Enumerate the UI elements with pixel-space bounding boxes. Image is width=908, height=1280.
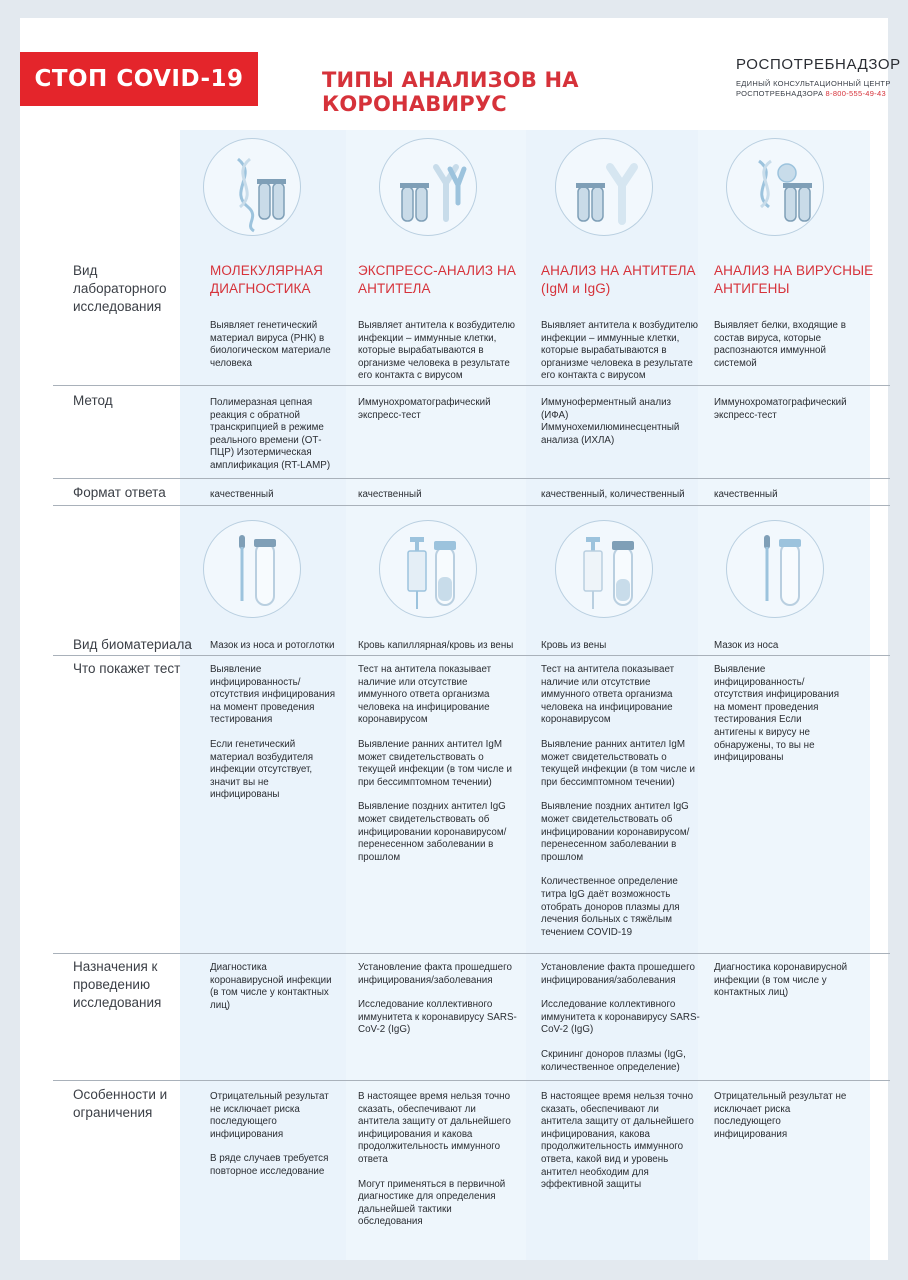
format-2: качественный xyxy=(358,489,422,500)
stop-covid-badge xyxy=(20,52,258,106)
shows-1-p2: Если генетический материал возбудителя инфекции отсутствует, значит вы не инфицированы xyxy=(210,738,314,801)
shows-3-p2: Выявление ранних антител IgM может свидетельствовать о текущей инфекции (в том числе и при бессимптомном течении) xyxy=(541,738,695,788)
row-label-material: Вид биоматериала xyxy=(73,637,192,652)
row-label-method: Метод xyxy=(73,393,113,408)
limits-1 xyxy=(210,1091,342,1179)
desc-2: Выявляет антитела к возбудителю инфекции – иммунные клетки, которые вырабатываются в организме человека в результате его контакта с вирусом xyxy=(358,320,515,382)
purpose-4-p1: Диагностика коронавирусной инфекции (в том числе у контактных лиц) xyxy=(714,962,848,999)
limits-3 xyxy=(541,1091,695,1192)
shows-2 xyxy=(358,664,518,864)
limits-2-p2: Могут применяться в первичной диагностике для определения дальнейшей тактики обследования xyxy=(358,1178,506,1228)
desc-4: Выявляет белки, входящие в состав вируса, которые распознаются иммунной системой xyxy=(714,320,846,369)
shows-2-p3: Выявление поздних антител IgG может свидетельствовать об инфицировании коронавирусом/перенесенном заболевании в прошлом xyxy=(358,801,507,863)
purpose-2-p1: Установление факта прошедшего инфицирования/заболевания xyxy=(358,962,512,986)
org-phone: 8-800-555-49-43 xyxy=(825,89,886,98)
dna-test-tubes-icon xyxy=(203,138,301,236)
format-3: качественный, количественный xyxy=(541,489,685,500)
desc-3: Выявляет антитела к возбудителю инфекции – иммунные клетки, которые вырабатываются в организме человека в результате его контакта с вирусом xyxy=(541,320,698,382)
org-subtitle xyxy=(736,79,906,99)
divider xyxy=(53,655,890,656)
method-1: Полимеразная цепная реакция с обратной транскрипцией в режиме реального времени (ОТ-ПЦР) Изотермическая амплификация (RT-LAMP) xyxy=(210,397,331,471)
row-label-purpose: Назначения к проведению исследования xyxy=(73,959,162,1010)
syringe-tube-icon xyxy=(379,520,477,618)
row-label-format: Формат ответа xyxy=(73,485,166,500)
swab-tube-icon xyxy=(203,520,301,618)
org-sub-line1: ЕДИНЫЙ КОНСУЛЬТАЦИОННЫЙ ЦЕНТР xyxy=(736,79,891,88)
purpose-1 xyxy=(210,962,338,1012)
col-title-1: МОЛЕКУЛЯРНАЯ ДИАГНОСТИКА xyxy=(210,263,323,296)
material-3: Кровь из вены xyxy=(541,640,607,651)
limits-1-p1: Отрицательный результат не исключает риска последующего инфицирования xyxy=(210,1091,329,1140)
antibody-test-tubes-icon xyxy=(379,138,477,236)
method-2: Иммунохроматографический экспресс-тест xyxy=(358,397,491,421)
shows-3-p4: Количественное определение титра IgG даёт возможность отобрать доноров плазмы для лечения больных с тяжёлым течением COVID-19 xyxy=(541,876,680,938)
col-title-4: АНАЛИЗ НА ВИРУСНЫЕ АНТИГЕНЫ xyxy=(714,263,874,296)
material-2: Кровь капиллярная/кровь из вены xyxy=(358,640,514,651)
purpose-3 xyxy=(541,962,701,1074)
limits-3-p1: В настоящее время нельзя точно сказать, обеспечивают ли антитела защиту от дальнейшего инфицирования, какова продолжительность иммунного ответа, какой вид и уровень антител необходим для эффективной защиты xyxy=(541,1091,694,1191)
row-label-type: Вид лабораторного исследования xyxy=(73,263,167,314)
org-sub-line2: РОСПОТРЕБНАДЗОРА xyxy=(736,89,824,98)
page-title: ТИПЫ АНАЛИЗОВ НА КОРОНАВИРУС xyxy=(322,68,579,116)
shows-1-p1: Выявление инфицированность/отсутствия инфицирования на момент проведения тестирования xyxy=(210,664,336,726)
material-4: Мазок из носа xyxy=(714,640,779,651)
org-name: РОСПОТРЕБНАДЗОР xyxy=(736,56,901,73)
divider xyxy=(53,385,890,386)
purpose-4 xyxy=(714,962,854,1000)
purpose-1-p1: Диагностика коронавирусной инфекции (в том числе у контактных лиц) xyxy=(210,962,332,1011)
virus-dna-tubes-icon xyxy=(726,138,824,236)
shows-4 xyxy=(714,664,846,765)
row-label-limits: Особенности и ограничения xyxy=(73,1087,168,1120)
divider xyxy=(53,505,890,506)
desc-1: Выявляет генетический материал вируса (РНК) в биологическом материале человека xyxy=(210,320,331,369)
limits-1-p2: В ряде случаев требуется повторное исследование xyxy=(210,1153,329,1177)
shows-2-p1: Тест на антитела показывает наличие или отсутствие иммунного ответа организма человека на инфицирование коронавирусом xyxy=(358,664,492,726)
purpose-3-p2: Исследование коллективного иммунитета к коронавирусу SARS-CoV-2 (IgG) xyxy=(541,999,700,1036)
material-1: Мазок из носа и ротоглотки xyxy=(210,640,335,651)
method-4: Иммунохроматографический экспресс-тест xyxy=(714,397,847,421)
limits-4 xyxy=(714,1091,848,1141)
shows-4-p1: Выявление инфицированность/отсутствия инфицирования на момент проведения тестирования Если антигены к вирусу не обнаружены, то вы не инфицированы xyxy=(714,664,840,764)
shows-1 xyxy=(210,664,338,802)
poster-sheet xyxy=(20,18,901,1260)
swab-tube-icon xyxy=(726,520,824,618)
method-3: Иммуноферментный анализ (ИФА) Иммунохемилюминесцентный анализа (ИХЛА) xyxy=(541,397,680,446)
shows-3 xyxy=(541,664,697,939)
purpose-3-p1: Установление факта прошедшего инфицирования/заболевания xyxy=(541,962,695,986)
col-title-2: ЭКСПРЕСС-АНАЛИЗ НА АНТИТЕЛА xyxy=(358,263,516,296)
limits-2-p1: В настоящее время нельзя точно сказать, обеспечивают ли антитела защиту от дальнейшего инфицирования и какова продолжительность иммунного ответа xyxy=(358,1091,511,1165)
divider xyxy=(53,1080,890,1081)
shows-3-p1: Тест на антитела показывает наличие или отсутствие иммунного ответа организма человека на инфицирование коронавирусом xyxy=(541,664,675,726)
limits-2 xyxy=(358,1091,518,1229)
limits-4-p1: Отрицательный результат не исключает риска последующего инфицирования xyxy=(714,1091,847,1140)
row-label-shows: Что покажет тест xyxy=(73,661,181,676)
purpose-2-p2: Исследование коллективного иммунитета к коронавирусу SARS-CoV-2 (IgG) xyxy=(358,999,517,1036)
col-title-3: АНАЛИЗ НА АНТИТЕЛА (IgM и IgG) xyxy=(541,263,696,296)
antibody-lab-tubes-icon xyxy=(555,138,653,236)
purpose-3-p3: Скрининг доноров плазмы (IgG, количественное определение) xyxy=(541,1048,686,1073)
syringe-lab-tube-icon xyxy=(555,520,653,618)
shows-3-p3: Выявление поздних антител IgG может свидетельствовать об инфицировании коронавирусом/перенесенном заболевании в прошлом xyxy=(541,801,690,863)
format-1: качественный xyxy=(210,489,274,500)
purpose-2 xyxy=(358,962,518,1037)
shows-2-p2: Выявление ранних антител IgM может свидетельствовать о текущей инфекции (в том числе и при бессимптомном течении) xyxy=(358,738,512,788)
divider xyxy=(53,478,890,479)
org-block xyxy=(736,56,906,99)
divider xyxy=(53,953,890,954)
badge-text: СТОП COVID-19 xyxy=(34,66,244,92)
format-4: качественный xyxy=(714,489,778,500)
